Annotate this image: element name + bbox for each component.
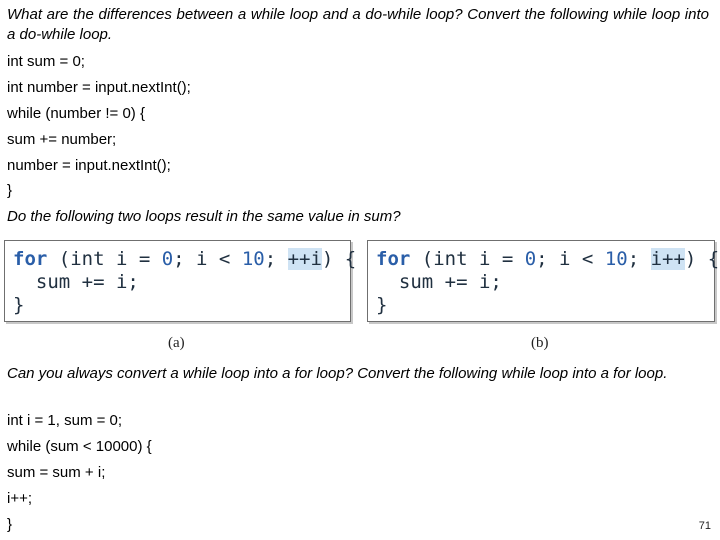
code-line: while (sum < 10000) { — [7, 438, 152, 455]
caption-b: (b) — [531, 335, 549, 351]
code-line: } — [7, 182, 13, 199]
keyword: for — [376, 248, 411, 270]
code-body: sum += i; — [376, 271, 502, 293]
code-b — [376, 248, 719, 317]
code-a — [13, 248, 356, 317]
code-text: ) { — [684, 248, 720, 270]
question-same-value: Do the following two loops result in the same value in sum? — [7, 208, 401, 225]
code-line: number = input.nextInt(); — [7, 157, 171, 174]
code-text: ; i < — [173, 248, 242, 270]
code-line: int number = input.nextInt(); — [7, 79, 191, 96]
keyword: for — [13, 248, 48, 270]
highlighted-increment: i++ — [650, 248, 685, 270]
code-line: int sum = 0; — [7, 53, 85, 70]
code-number: 0 — [524, 248, 537, 270]
code-line: } — [7, 516, 13, 533]
code-text: ; i < — [536, 248, 605, 270]
code-line: int i = 1, sum = 0; — [7, 412, 123, 429]
code-line: while (number != 0) { — [7, 105, 145, 122]
code-text: (int i = — [47, 248, 162, 270]
code-text: ) { — [321, 248, 357, 270]
page-number: 71 — [698, 520, 711, 532]
code-number: 10 — [241, 248, 265, 270]
question-while-to-for: Can you always convert a while loop into a for loop? Convert the following while loop into a for loop. — [7, 365, 668, 382]
code-close: } — [376, 294, 388, 316]
code-text: (int i = — [410, 248, 525, 270]
code-figure-b — [367, 240, 720, 322]
code-line: i++; — [7, 490, 33, 507]
code-body: sum += i; — [13, 271, 139, 293]
caption-a: (a) — [168, 335, 185, 351]
highlighted-increment: ++i — [287, 248, 322, 270]
code-close: } — [13, 294, 25, 316]
code-number: 10 — [604, 248, 628, 270]
code-text: ; — [627, 248, 651, 270]
code-number: 0 — [161, 248, 174, 270]
code-line: sum += number; — [7, 131, 117, 148]
question-do-while: What are the differences between a while loop and a do-while loop? Convert the following while loop into a do-while loop. — [7, 6, 709, 43]
code-figure-a — [4, 240, 357, 322]
code-line: sum = sum + i; — [7, 464, 106, 481]
code-text: ; — [264, 248, 288, 270]
